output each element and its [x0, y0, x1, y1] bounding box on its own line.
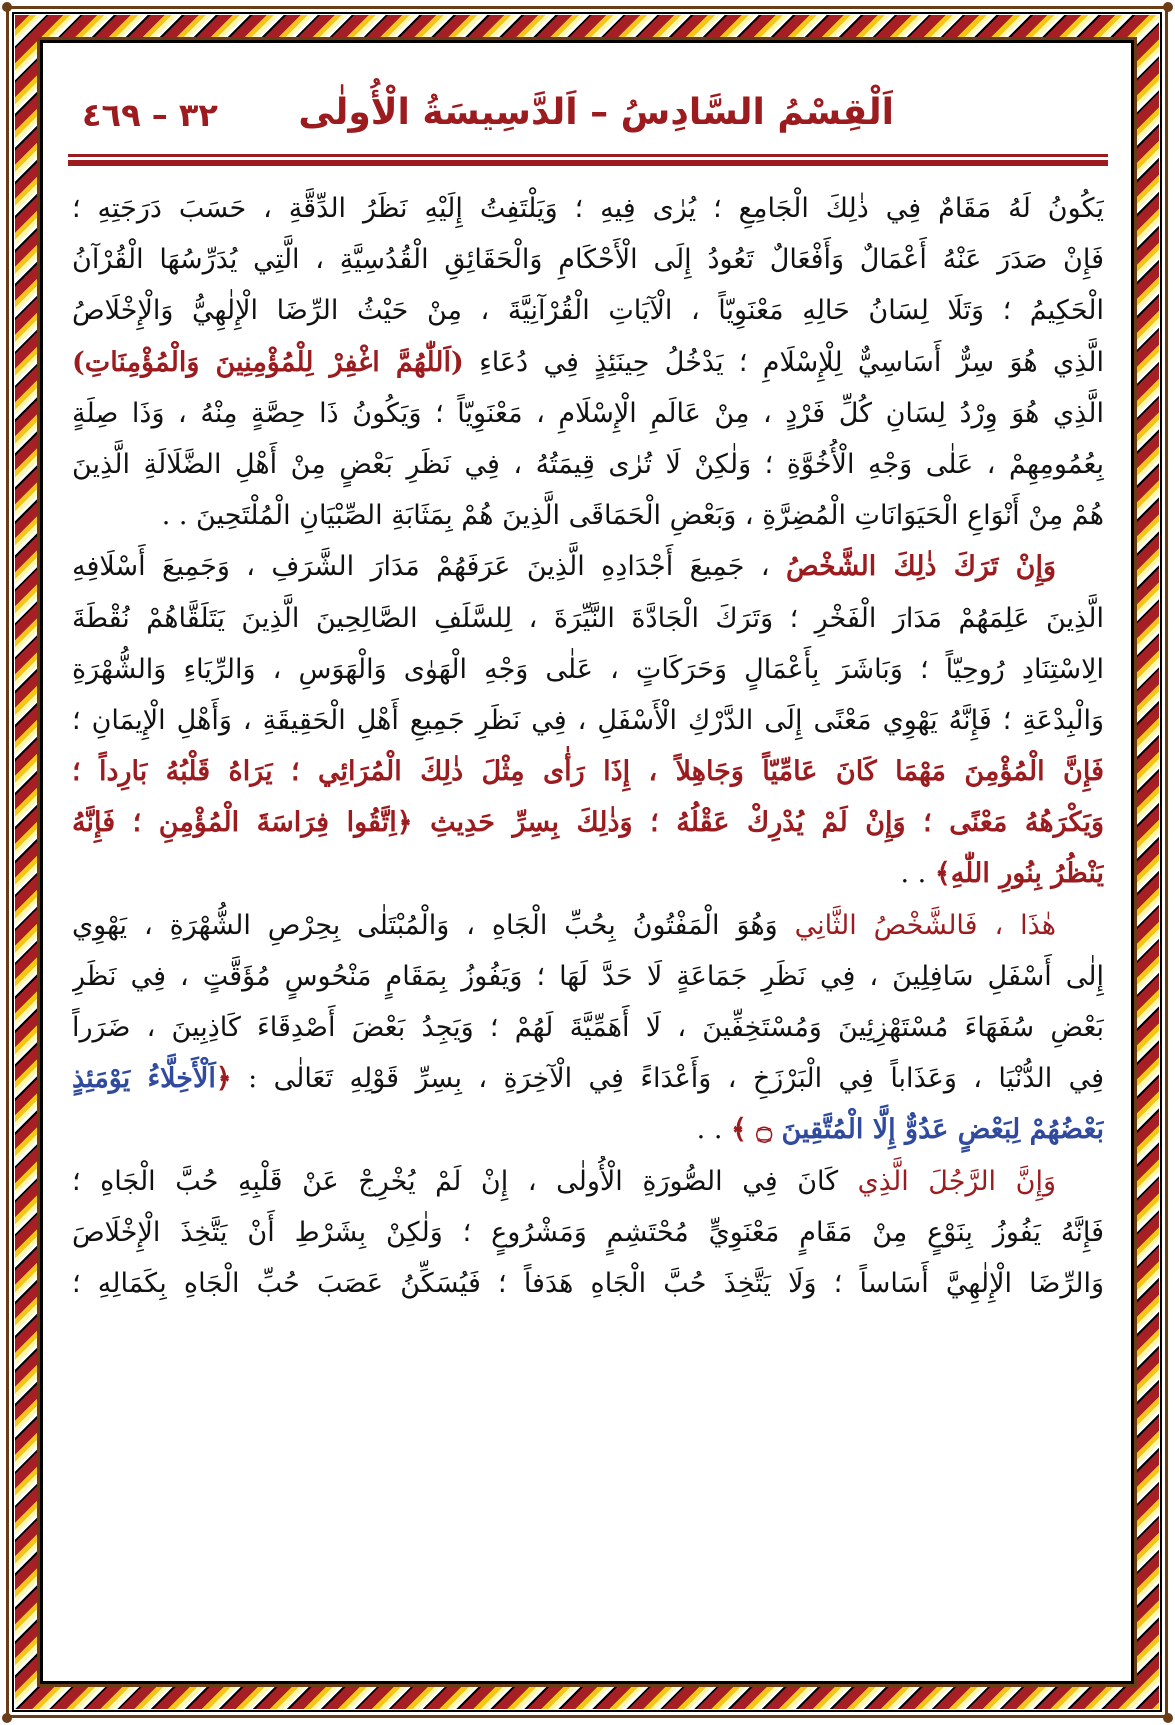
highlighted-text: وَإِنَّ الرَّجُلَ الَّذِي: [857, 1165, 1056, 1197]
text-segment: . .: [696, 1114, 732, 1146]
highlighted-text: (اَللّٰهُمَّ اغْفِرْ لِلْمُؤْمِنِينَ وَالْمُؤْمِنَاتِ): [72, 346, 464, 378]
text-line: [72, 1156, 1104, 1207]
text-segment: بِعُمُومِهِمْ ، عَلٰى وَجْهِ الْأُخُوَّةِ ؛ وَلٰكِنْ لَا تُرٰى قِيمَتُهُ ، فِي نَظَرِ بَعْضٍ مِنْ أَهْلِ الضَّلَالَةِ الَّذِينَ: [72, 448, 1104, 480]
text-line: [72, 695, 1104, 746]
text-line: [72, 388, 1104, 439]
text-line: [72, 183, 1104, 234]
text-line: [72, 593, 1104, 644]
text-line: [72, 797, 1104, 848]
text-line: [72, 439, 1104, 490]
text-line: [72, 490, 1104, 541]
verse-bracket-ornament-icon: ﴿: [215, 1063, 232, 1095]
text-line: [72, 1104, 1104, 1155]
text-line: [72, 285, 1104, 336]
text-segment: بَعْضِ سُفَهَاءَ مُسْتَهْزِئِينَ وَمُسْتَخِفِّينَ ، لَا أَهَمِّيَّةَ لَهُمْ ؛ وَيَجِدُ بَعْضَ أَصْدِقَاءَ كَاذِبِينَ ، ضَرَراً: [72, 1012, 1104, 1043]
text-segment: الَّذِي هُوَ وِرْدُ لِسَانِ كُلِّ فَرْدٍ ، مِنْ عَالَمِ الْإِسْلَامِ ، مَعْنَوِيّاً ؛ وَيَكُونُ ذَا حِصَّةٍ مِنْهُ ، وَذَا صِلَةٍ: [72, 397, 1104, 429]
text-segment: الْحَكِيمُ ؛ وَتَلَا لِسَانُ حَالِهِ مَعْنَوِيّاً ، الْآيَاتِ الْقُرْآنِيَّةَ ، مِنْ حَيْثُ الرِّضَا الْإِلٰهِيُّ وَالْإِخْلَاصُ: [72, 295, 1104, 327]
page-number: ٣٢ – ٤٦٩: [82, 96, 218, 134]
text-line: [72, 234, 1104, 285]
quran-verse-text: بَعْضُهُمْ لِبَعْضٍ عَدُوٌّ إِلَّا الْمُتَّقِينَ: [781, 1114, 1104, 1146]
text-line: [72, 541, 1104, 592]
running-header: [72, 92, 1104, 142]
text-line: [72, 1002, 1104, 1053]
highlighted-text: اِتَّقُوا فِرَاسَةَ الْمُؤْمِنِ ؛ فَإِنَّهُ: [72, 807, 397, 839]
text-segment: الِاسْتِنَادِ رُوحِيّاً ؛ وَبَاشَرَ بِأَعْمَالٍ وَحَرَكَاتٍ ، عَلٰى وَجْهِ الْهَوٰى وَالْهَوَسِ ، وَالرِّيَاءِ وَالشُّهْرَةِ: [72, 653, 1104, 685]
body-text: [72, 183, 1104, 1309]
highlighted-text: وَإِنْ تَرَكَ ذٰلِكَ الشَّخْصُ: [785, 551, 1056, 583]
text-line: [72, 337, 1104, 388]
text-segment: فَإِنْ صَدَرَ عَنْهُ أَعْمَالٌ وَأَفْعَالٌ تَعُودُ إِلَى الْأَحْكَامِ وَالْحَقَائِقِ الْقُدُسِيَّةِ ، الَّتِي يُدَرِّسُهَا الْقُرْآنُ: [72, 244, 1104, 276]
verse-bracket-ornament-icon: ﴿: [396, 807, 413, 839]
header-rule-thin: [68, 154, 1108, 157]
text-segment: . .: [900, 858, 935, 890]
text-line: [72, 951, 1104, 1002]
text-segment: فِي الدُّنْيَا ، وَعَذَاباً فِي الْبَرْزَخِ ، وَأَعْدَاءً فِي الْآخِرَةِ ، بِسِرِّ قَوْلِهِ تَعَالٰى :: [231, 1063, 1104, 1095]
quran-verse-text: اَلْأَخِلَّاءُ يَوْمَئِذٍ: [72, 1063, 216, 1095]
text-segment: ، جَمِيعَ أَجْدَادِهِ الَّذِينَ عَرَفَهُمْ مَدَارَ الشَّرَفِ ، وَجَمِيعَ أَسْلَافِهِ: [72, 551, 786, 583]
text-line: [72, 746, 1104, 797]
corner-ornament-icon: [2, 2, 12, 12]
text-segment: كَانَ فِي الصُّورَةِ الْأُولٰى ، إِنْ لَمْ يُخْرِجْ عَنْ قَلْبِهِ حُبَّ الْجَاهِ ؛: [72, 1165, 858, 1197]
header-rule-thick: [68, 160, 1108, 166]
text-line: [72, 1258, 1104, 1309]
text-segment: إِلٰى أَسْفَلِ سَافِلِينَ ، فِي نَظَرِ جَمَاعَةٍ لَا حَدَّ لَهَا ؛ وَيَفُوزُ بِمَقَامٍ مَنْحُوسٍ مُؤَقَّتٍ ، فِي نَظَرِ: [72, 960, 1104, 992]
highlighted-text: فَإِنَّ الْمُؤْمِنَ مَهْمَا كَانَ عَامِّيّاً وَجَاهِلاً ، إِذَا رَأٰى مِثْلَ ذٰلِكَ الْمُرَائِي ؛ يَرَاهُ قَلْبُهُ بَارِداً ؛: [72, 756, 1104, 788]
text-segment: فَإِنَّهُ يَفُوزُ بِنَوْعٍ مِنْ مَقَامٍ مَعْنَوِيٍّ مُحْتَشِمٍ وَمَشْرُوعٍ ؛ وَلٰكِنْ بِشَرْطِ أَنْ يَتَّخِذَ الْإِخْلَاصَ: [72, 1216, 1104, 1248]
text-line: [72, 900, 1104, 951]
text-segment: وَالْبِدْعَةِ ؛ فَإِنَّهُ يَهْوِي مَعْنًى إِلَى الدَّرْكِ الْأَسْفَلِ ، فِي نَظَرِ جَمِيعِ أَهْلِ الْحَقِيقَةِ ، وَأَهْلِ الْإِيمَانِ ؛: [72, 704, 1104, 736]
verse-bracket-ornament-icon: ۝ ﴾: [731, 1114, 782, 1146]
text-segment: الَّذِينَ عَلِمَهُمْ مَدَارَ الْفَخْرِ ؛ وَتَرَكَ الْجَادَّةَ النَّيِّرَةَ ، لِلسَّلَفِ الصَّالِحِينَ الَّذِينَ يَتَلَقَّاهُمْ نُقْطَةَ: [72, 602, 1104, 634]
corner-ornament-icon: [2, 1713, 12, 1723]
page-content: [72, 60, 1104, 1690]
corner-ornament-icon: [1163, 1713, 1173, 1723]
highlighted-text: يَنْظُرُ بِنُورِ اللّٰهِ: [950, 858, 1104, 890]
text-segment: يَكُونُ لَهُ مَقَامٌ فِي ذٰلِكَ الْجَامِعِ ؛ يُرٰى فِيهِ ؛ وَيَلْتَفِتُ إِلَيْهِ نَظَرُ الدِّقَّةِ ، حَسَبَ دَرَجَتِهِ ؛: [72, 193, 1104, 224]
text-line: [72, 1053, 1104, 1104]
text-segment: وَهُوَ الْمَفْتُونُ بِحُبِّ الْجَاهِ ، وَالْمُبْتَلٰى بِحِرْصِ الشُّهْرَةِ ، يَهْوِي: [72, 909, 795, 941]
highlighted-text: هٰذَا ، فَالشَّخْصُ الثَّانِي: [794, 909, 1056, 941]
text-line: [72, 848, 1104, 899]
section-title: اَلْقِسْمُ السَّادِسُ – اَلدَّسِيسَةُ الْأُولٰى: [298, 92, 894, 133]
highlighted-text: وَيَكْرَهُهُ مَعْنًى ؛ وَإِنْ لَمْ يُدْرِكْ عَقْلُهُ ؛ وَذٰلِكَ بِسِرِّ حَدِيثِ: [412, 807, 1104, 839]
text-segment: وَالرِّضَا الْإِلٰهِيَّ أَسَاساً ؛ وَلَا يَتَّخِذَ حُبَّ الْجَاهِ هَدَفاً ؛ فَيُسَكِّنُ عَصَبَ حُبِّ الْجَاهِ بِكَمَالِهِ ؛: [72, 1267, 1104, 1299]
corner-ornament-icon: [1163, 2, 1173, 12]
text-line: [72, 644, 1104, 695]
text-line: [72, 1207, 1104, 1258]
text-segment: الَّذِي هُوَ سِرٌّ أَسَاسِيٌّ لِلْإِسْلَامِ ؛ يَدْخُلُ حِينَئِذٍ فِي دُعَاءِ: [463, 346, 1104, 378]
verse-bracket-ornament-icon: ﴾: [934, 858, 951, 890]
text-segment: هُمْ مِنْ أَنْوَاعِ الْحَيَوَانَاتِ الْمُضِرَّةِ ، وَبَعْضِ الْحَمَاقَى الَّذِينَ هُمْ بِمَثَابَةِ الصِّبْيَانِ الْمُلْتَحِينَ . .: [161, 500, 1104, 532]
